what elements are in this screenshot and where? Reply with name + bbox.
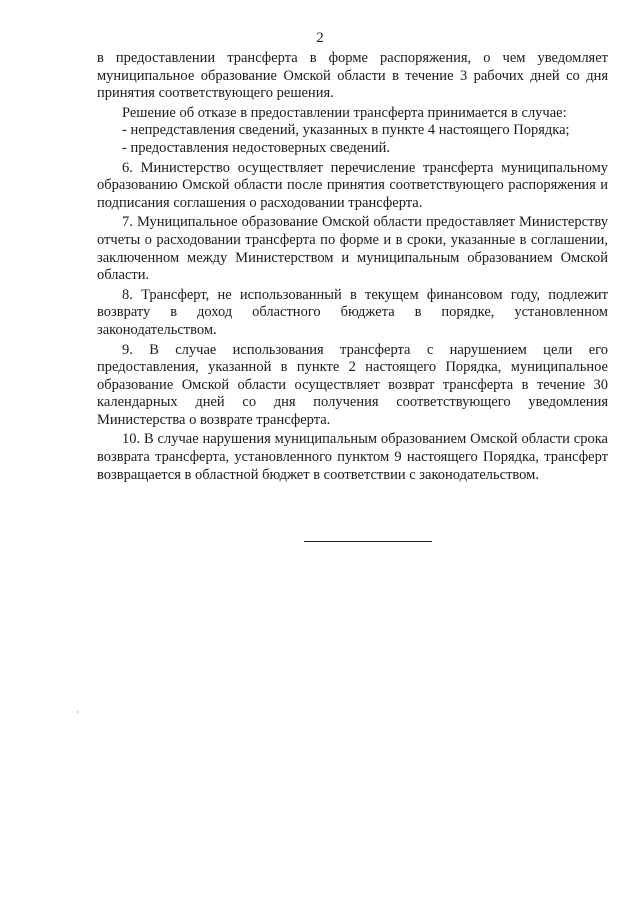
paragraph-refusal-item-2: - предоставления недостоверных сведений. [122, 139, 391, 156]
paragraph-refusal-item-1: - непредставления сведений, указанных в пункте 4 настоящего Порядка; [122, 122, 570, 139]
paragraph-item-9: 9. В случае использования трансферта с нарушением цели его предоставления, указанной в пункте 2 настоящего Порядка, муниципальное образование Омской области осуществляет возврат трансферта в течение 30 календарных дней со дня получения соответствующего уведомления Министерства о возврате трансферта. [97, 341, 608, 428]
paragraph-item-6: 6. Министерство осуществляет перечисление трансферта муниципальному образованию Омской области после принятия соответствующего распоряжения и подписания соглашения о расходовании трансферта. [97, 159, 608, 211]
page-number: 2 [316, 30, 324, 46]
document-body [97, 50, 608, 484]
paragraph-item-8: 8. Трансферт, не использованный в текущем финансовом году, подлежит возврату в доход областного бюджета в порядке, установленном законодательством. [97, 286, 608, 338]
scan-speck [77, 711, 78, 713]
paragraph-item-10: 10. В случае нарушения муниципальным образованием Омской области срока возврата трансферта, установленного пунктом 9 настоящего Порядка, трансферт возвращается в областной бюджет в соответствии с законодательством. [97, 431, 608, 483]
paragraph-item-7: 7. Муниципальное образование Омской области предоставляет Министерству отчеты о расходовании трансферта по форме и в сроки, указанные в соглашении, заключенном между Министерством и муниципальным образованием Омской области. [97, 214, 608, 284]
closing-separator-line [304, 541, 432, 542]
paragraph-continuation: в предоставлении трансферта в форме распоряжения, о чем уведомляет муниципальное образование Омской области в течение 3 рабочих дней со дня принятия соответствующего решения. [97, 50, 608, 102]
paragraph-refusal-intro: Решение об отказе в предоставлении трансферта принимается в случае: [122, 104, 567, 121]
